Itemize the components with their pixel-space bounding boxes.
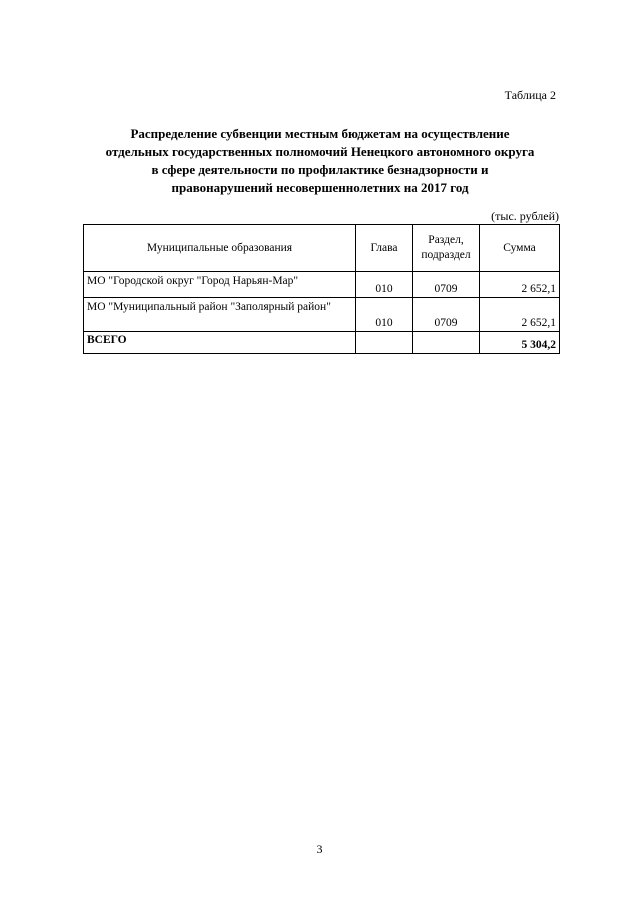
header-section-line-1: Раздел, bbox=[428, 234, 464, 246]
cell-sum: 2 652,1 bbox=[480, 298, 560, 332]
header-chapter: Глава bbox=[356, 225, 413, 272]
subvention-table bbox=[83, 224, 560, 354]
cell-chapter: 010 bbox=[356, 298, 413, 332]
table-header-row bbox=[84, 225, 560, 272]
document-title bbox=[80, 125, 560, 197]
cell-section: 0709 bbox=[413, 272, 480, 298]
title-line-4: правонарушений несовершеннолетних на 2017 год bbox=[171, 180, 469, 195]
cell-chapter: 010 bbox=[356, 272, 413, 298]
table-label: Таблица 2 bbox=[504, 88, 556, 102]
total-row bbox=[84, 332, 560, 354]
cell-sum: 2 652,1 bbox=[480, 272, 560, 298]
cell-municipality: МО "Городской округ "Город Нарьян-Мар" bbox=[84, 272, 356, 298]
cell-municipality: МО "Муниципальный район "Заполярный район" bbox=[84, 298, 356, 332]
header-sum: Сумма bbox=[480, 225, 560, 272]
units-label: (тыс. рублей) bbox=[491, 209, 559, 223]
header-municipality: Муниципальные образования bbox=[84, 225, 356, 272]
header-section bbox=[413, 225, 480, 272]
table-row bbox=[84, 272, 560, 298]
title-line-1: Распределение субвенции местным бюджетам на осуществление bbox=[130, 126, 510, 141]
table-row bbox=[84, 298, 560, 332]
total-section-empty bbox=[413, 332, 480, 354]
header-section-line-2: подраздел bbox=[421, 249, 471, 261]
page-number: 3 bbox=[316, 842, 323, 856]
total-chapter-empty bbox=[356, 332, 413, 354]
title-line-2: отдельных государственных полномочий Ненецкого автономного округа bbox=[105, 144, 535, 159]
cell-section: 0709 bbox=[413, 298, 480, 332]
total-label: ВСЕГО bbox=[84, 332, 356, 354]
title-line-3: в сфере деятельности по профилактике безнадзорности и bbox=[151, 162, 489, 177]
total-sum: 5 304,2 bbox=[480, 332, 560, 354]
